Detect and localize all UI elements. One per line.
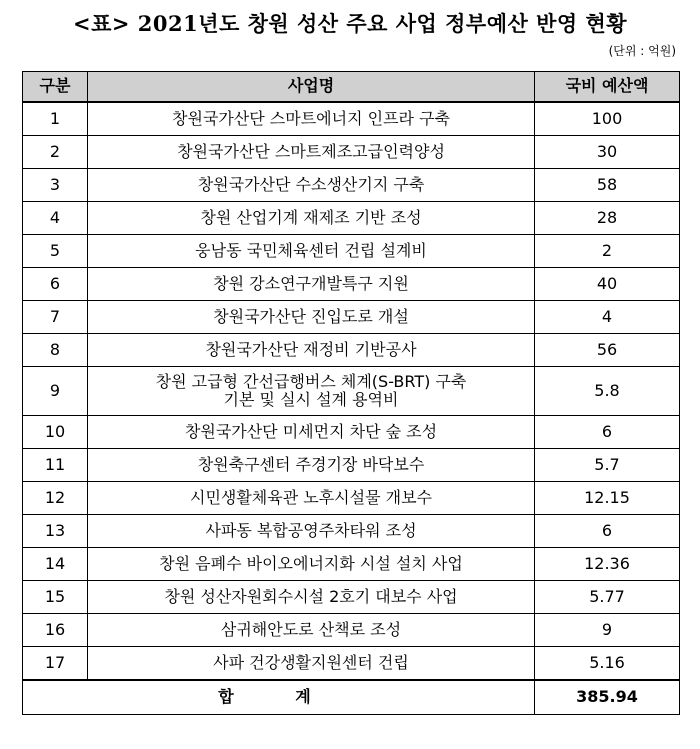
table-row xyxy=(23,647,680,681)
budget-amount: 28 xyxy=(535,202,680,235)
table-row xyxy=(23,581,680,614)
table-row xyxy=(23,136,680,169)
row-number: 11 xyxy=(23,449,88,482)
row-number: 13 xyxy=(23,515,88,548)
row-number: 12 xyxy=(23,482,88,515)
table-row xyxy=(23,169,680,202)
budget-amount: 12.15 xyxy=(535,482,680,515)
table-row xyxy=(23,202,680,235)
budget-amount: 5.77 xyxy=(535,581,680,614)
row-number: 16 xyxy=(23,614,88,647)
budget-table xyxy=(22,71,680,715)
project-name: 창원국가산단 진입도로 개설 xyxy=(88,301,535,334)
table-row xyxy=(23,102,680,136)
row-number: 1 xyxy=(23,102,88,136)
table-row xyxy=(23,614,680,647)
table-row xyxy=(23,367,680,416)
table-row xyxy=(23,515,680,548)
row-number: 14 xyxy=(23,548,88,581)
row-number: 2 xyxy=(23,136,88,169)
project-name: 사파 건강생활지원센터 건립 xyxy=(88,647,535,681)
budget-amount: 5.7 xyxy=(535,449,680,482)
row-number: 3 xyxy=(23,169,88,202)
project-name: 창원 음폐수 바이오에너지화 시설 설치 사업 xyxy=(88,548,535,581)
document-title: <표> 2021년도 창원 성산 주요 사업 정부예산 반영 현황 xyxy=(72,11,628,36)
budget-amount: 6 xyxy=(535,416,680,449)
budget-amount: 30 xyxy=(535,136,680,169)
project-name xyxy=(88,367,535,416)
row-number: 8 xyxy=(23,334,88,367)
project-name: 창원축구센터 주경기장 바닥보수 xyxy=(88,449,535,482)
row-number: 17 xyxy=(23,647,88,681)
budget-amount: 56 xyxy=(535,334,680,367)
total-label: 합 계 xyxy=(23,680,535,715)
budget-amount: 2 xyxy=(535,235,680,268)
project-name: 창원 강소연구개발특구 지원 xyxy=(88,268,535,301)
budget-amount: 12.36 xyxy=(535,548,680,581)
header-budget-amount: 국비 예산액 xyxy=(535,72,680,103)
row-number: 9 xyxy=(23,367,88,416)
budget-amount: 58 xyxy=(535,169,680,202)
budget-amount: 9 xyxy=(535,614,680,647)
header-project-name: 사업명 xyxy=(88,72,535,103)
table-row xyxy=(23,235,680,268)
project-name-line-1: 창원 고급형 간선급행버스 체계(S-BRT) 구축 xyxy=(155,371,467,391)
row-number: 7 xyxy=(23,301,88,334)
table-row xyxy=(23,268,680,301)
row-number: 15 xyxy=(23,581,88,614)
project-name: 창원국가산단 수소생산기지 구축 xyxy=(88,169,535,202)
project-name: 창원국가산단 미세먼지 차단 숲 조성 xyxy=(88,416,535,449)
row-number: 10 xyxy=(23,416,88,449)
project-name: 창원국가산단 스마트에너지 인프라 구축 xyxy=(88,102,535,136)
total-amount: 385.94 xyxy=(535,680,680,715)
budget-amount: 5.8 xyxy=(535,367,680,416)
total-row xyxy=(23,680,680,715)
table-row xyxy=(23,548,680,581)
budget-amount: 6 xyxy=(535,515,680,548)
table-row xyxy=(23,416,680,449)
table-row xyxy=(23,482,680,515)
table-row xyxy=(23,334,680,367)
budget-amount: 40 xyxy=(535,268,680,301)
table-row xyxy=(23,301,680,334)
row-number: 4 xyxy=(23,202,88,235)
project-name: 삼귀해안도로 산책로 조성 xyxy=(88,614,535,647)
row-number: 5 xyxy=(23,235,88,268)
header-category: 구분 xyxy=(23,72,88,103)
project-name: 사파동 복합공영주차타워 조성 xyxy=(88,515,535,548)
project-name: 창원 산업기계 재제조 기반 조성 xyxy=(88,202,535,235)
project-name: 창원 성산자원회수시설 2호기 대보수 사업 xyxy=(88,581,535,614)
project-name-line-2: 기본 및 실시 설계 용역비 xyxy=(223,390,399,409)
table-row xyxy=(23,449,680,482)
project-name: 웅남동 국민체육센터 건립 설계비 xyxy=(88,235,535,268)
row-number: 6 xyxy=(23,268,88,301)
budget-amount: 5.16 xyxy=(535,647,680,681)
project-name: 창원국가산단 스마트제조고급인력양성 xyxy=(88,136,535,169)
project-name: 시민생활체육관 노후시설물 개보수 xyxy=(88,482,535,515)
budget-amount: 100 xyxy=(535,102,680,136)
unit-note: (단위 : 억원) xyxy=(608,44,676,58)
table-header-row xyxy=(23,72,680,103)
budget-amount: 4 xyxy=(535,301,680,334)
project-name: 창원국가산단 재정비 기반공사 xyxy=(88,334,535,367)
